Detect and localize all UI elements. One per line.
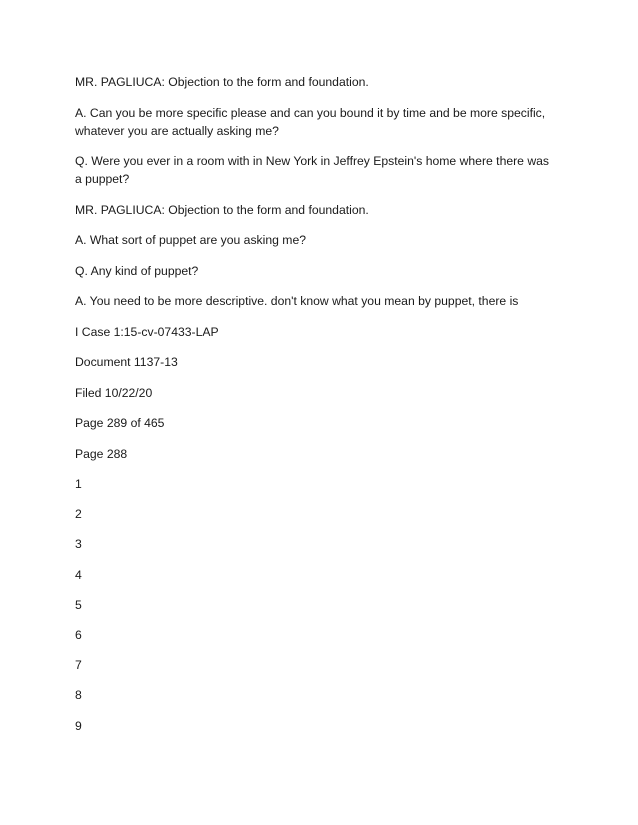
page-of-total: Page 289 of 465 (75, 416, 165, 430)
line-number: 7 (75, 658, 82, 673)
transcript-paragraph: A. What sort of puppet are you asking me? (75, 233, 307, 247)
transcript-paragraph: Q. Were you ever in a room with in New York in Jeffrey Epstein's home where there was a puppet? (75, 154, 550, 186)
document-number: Document 1137-13 (75, 355, 178, 369)
line-number: 8 (75, 688, 82, 703)
line-number: 6 (75, 627, 82, 642)
transcript-page-number: Page 288 (75, 446, 128, 461)
line-number: 1 (75, 477, 82, 491)
case-number: I Case 1:15-cv-07433-LAP (75, 324, 219, 339)
transcript-paragraph: MR. PAGLIUCA: Objection to the form and foundation. (75, 202, 369, 217)
line-number: 2 (75, 507, 82, 522)
line-number: 9 (75, 718, 82, 733)
document-page (75, 73, 555, 747)
transcript-paragraph: A. You need to be more descriptive. don't know what you mean by puppet, there is (75, 294, 519, 308)
filed-date: Filed 10/22/20 (75, 385, 153, 400)
transcript-paragraph: Q. Any kind of puppet? (75, 263, 199, 278)
transcript-paragraph: A. Can you be more specific please and can you bound it by time and be more specific, whatever you are actually asking me? (75, 105, 546, 138)
line-number: 4 (75, 567, 82, 582)
transcript-paragraph: MR. PAGLIUCA: Objection to the form and foundation. (75, 75, 369, 89)
line-number: 3 (75, 537, 82, 552)
line-number: 5 (75, 597, 82, 612)
